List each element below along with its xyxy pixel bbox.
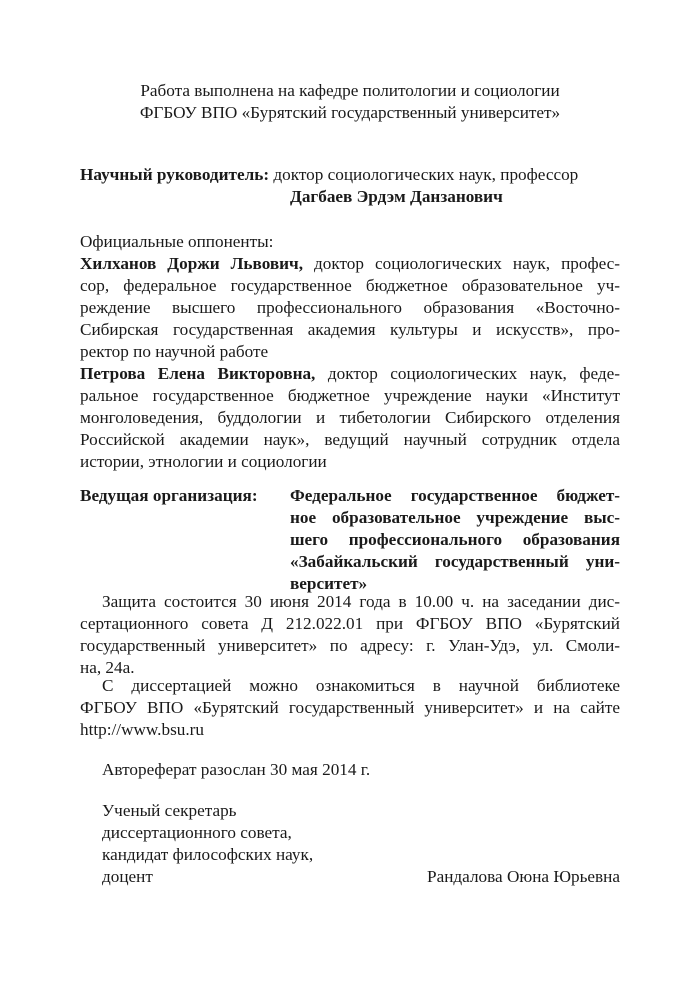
header xyxy=(80,80,620,124)
lead-org-line-4: «Забайкальский государственный уни- xyxy=(290,552,620,571)
opponent-2-line-3: монголоведения, буддологии и тибетологии Сибирского отделения xyxy=(80,408,620,427)
opponents-block xyxy=(80,231,620,473)
defense-block xyxy=(80,591,620,679)
secretary-line-2: диссертационного совета, xyxy=(102,823,292,842)
opponent-2-line-2: ральное государственное бюджетное учреждение науки «Институт xyxy=(80,386,620,405)
lead-org-label-block xyxy=(80,485,290,507)
opponent-1-line-5: ректор по научной работе xyxy=(80,342,269,361)
header-line-2: ФГБОУ ВПО «Бурятский государственный университет» xyxy=(139,103,561,122)
defense-line-3: государственный университет» по адресу: г. Улан-Удэ, ул. Смоли- xyxy=(80,636,620,655)
opponent-1-name: Хилханов Доржи Львович, xyxy=(80,254,304,273)
library-line-1: С диссертацией можно ознакомиться в научной библиотеке xyxy=(102,676,620,695)
dispatch-block xyxy=(102,759,622,781)
library-block xyxy=(80,675,620,741)
secretary-name-block xyxy=(380,866,620,888)
supervisor-block xyxy=(80,164,620,208)
opponent-2-name: Петрова Елена Викторовна, xyxy=(80,364,316,383)
secretary-line-4: доцент xyxy=(102,867,153,886)
supervisor-degree: доктор социологических наук, профессор xyxy=(273,165,579,184)
lead-org-line-5: верситет» xyxy=(290,574,368,593)
opponent-1-line-2: сор, федеральное государственное бюджетное образовательное уч- xyxy=(80,276,620,295)
secretary-block xyxy=(102,800,422,888)
defense-line-1: Защита состоится 30 июня 2014 года в 10.00 ч. на заседании дис- xyxy=(102,592,620,611)
header-line-1: Работа выполнена на кафедре политологии и социологии xyxy=(140,81,560,100)
secretary-line-1: Ученый секретарь xyxy=(102,801,237,820)
lead-org-line-2: ное образовательное учреждение выс- xyxy=(290,508,620,527)
defense-line-2: сертационного совета Д 212.022.01 при ФГБОУ ВПО «Бурятский xyxy=(80,614,620,633)
secretary-name: Рандалова Оюна Юрьевна xyxy=(427,867,620,886)
opponent-2-line-1: Петрова Елена Викторовна, доктор социологических наук, феде- xyxy=(80,364,620,383)
opponent-2-line-4: Российской академии наук», ведущий научный сотрудник отдела xyxy=(80,430,620,449)
opponents-heading: Официальные оппоненты: xyxy=(80,232,274,251)
library-url: http://www.bsu.ru xyxy=(80,720,204,739)
lead-org-label: Ведущая организация: xyxy=(80,486,258,505)
lead-org-line-3: шего профессионального образования xyxy=(290,530,620,549)
library-line-2: ФГБОУ ВПО «Бурятский государственный университет» и на сайте xyxy=(80,698,620,717)
lead-org-line-1: Федеральное государственное бюджет- xyxy=(290,486,620,505)
supervisor-name: Дагбаев Эрдэм Данзанович xyxy=(290,187,503,206)
opponent-2-line-5: истории, этнологии и социологии xyxy=(80,452,327,471)
lead-org-block xyxy=(290,485,620,595)
secretary-line-3: кандидат философских наук, xyxy=(102,845,314,864)
dispatch-text: Автореферат разослан 30 мая 2014 г. xyxy=(102,760,371,779)
supervisor-label: Научный руководитель: xyxy=(80,165,270,184)
opponent-1-line-1: Хилханов Доржи Львович, доктор социологических наук, профес- xyxy=(80,254,621,273)
defense-line-4: на, 24а. xyxy=(80,658,135,677)
opponent-1-line-4: Сибирская государственная академия культуры и искусств», про- xyxy=(80,320,620,339)
opponent-1-line-3: реждение высшего профессионального образования «Восточно- xyxy=(80,298,620,317)
